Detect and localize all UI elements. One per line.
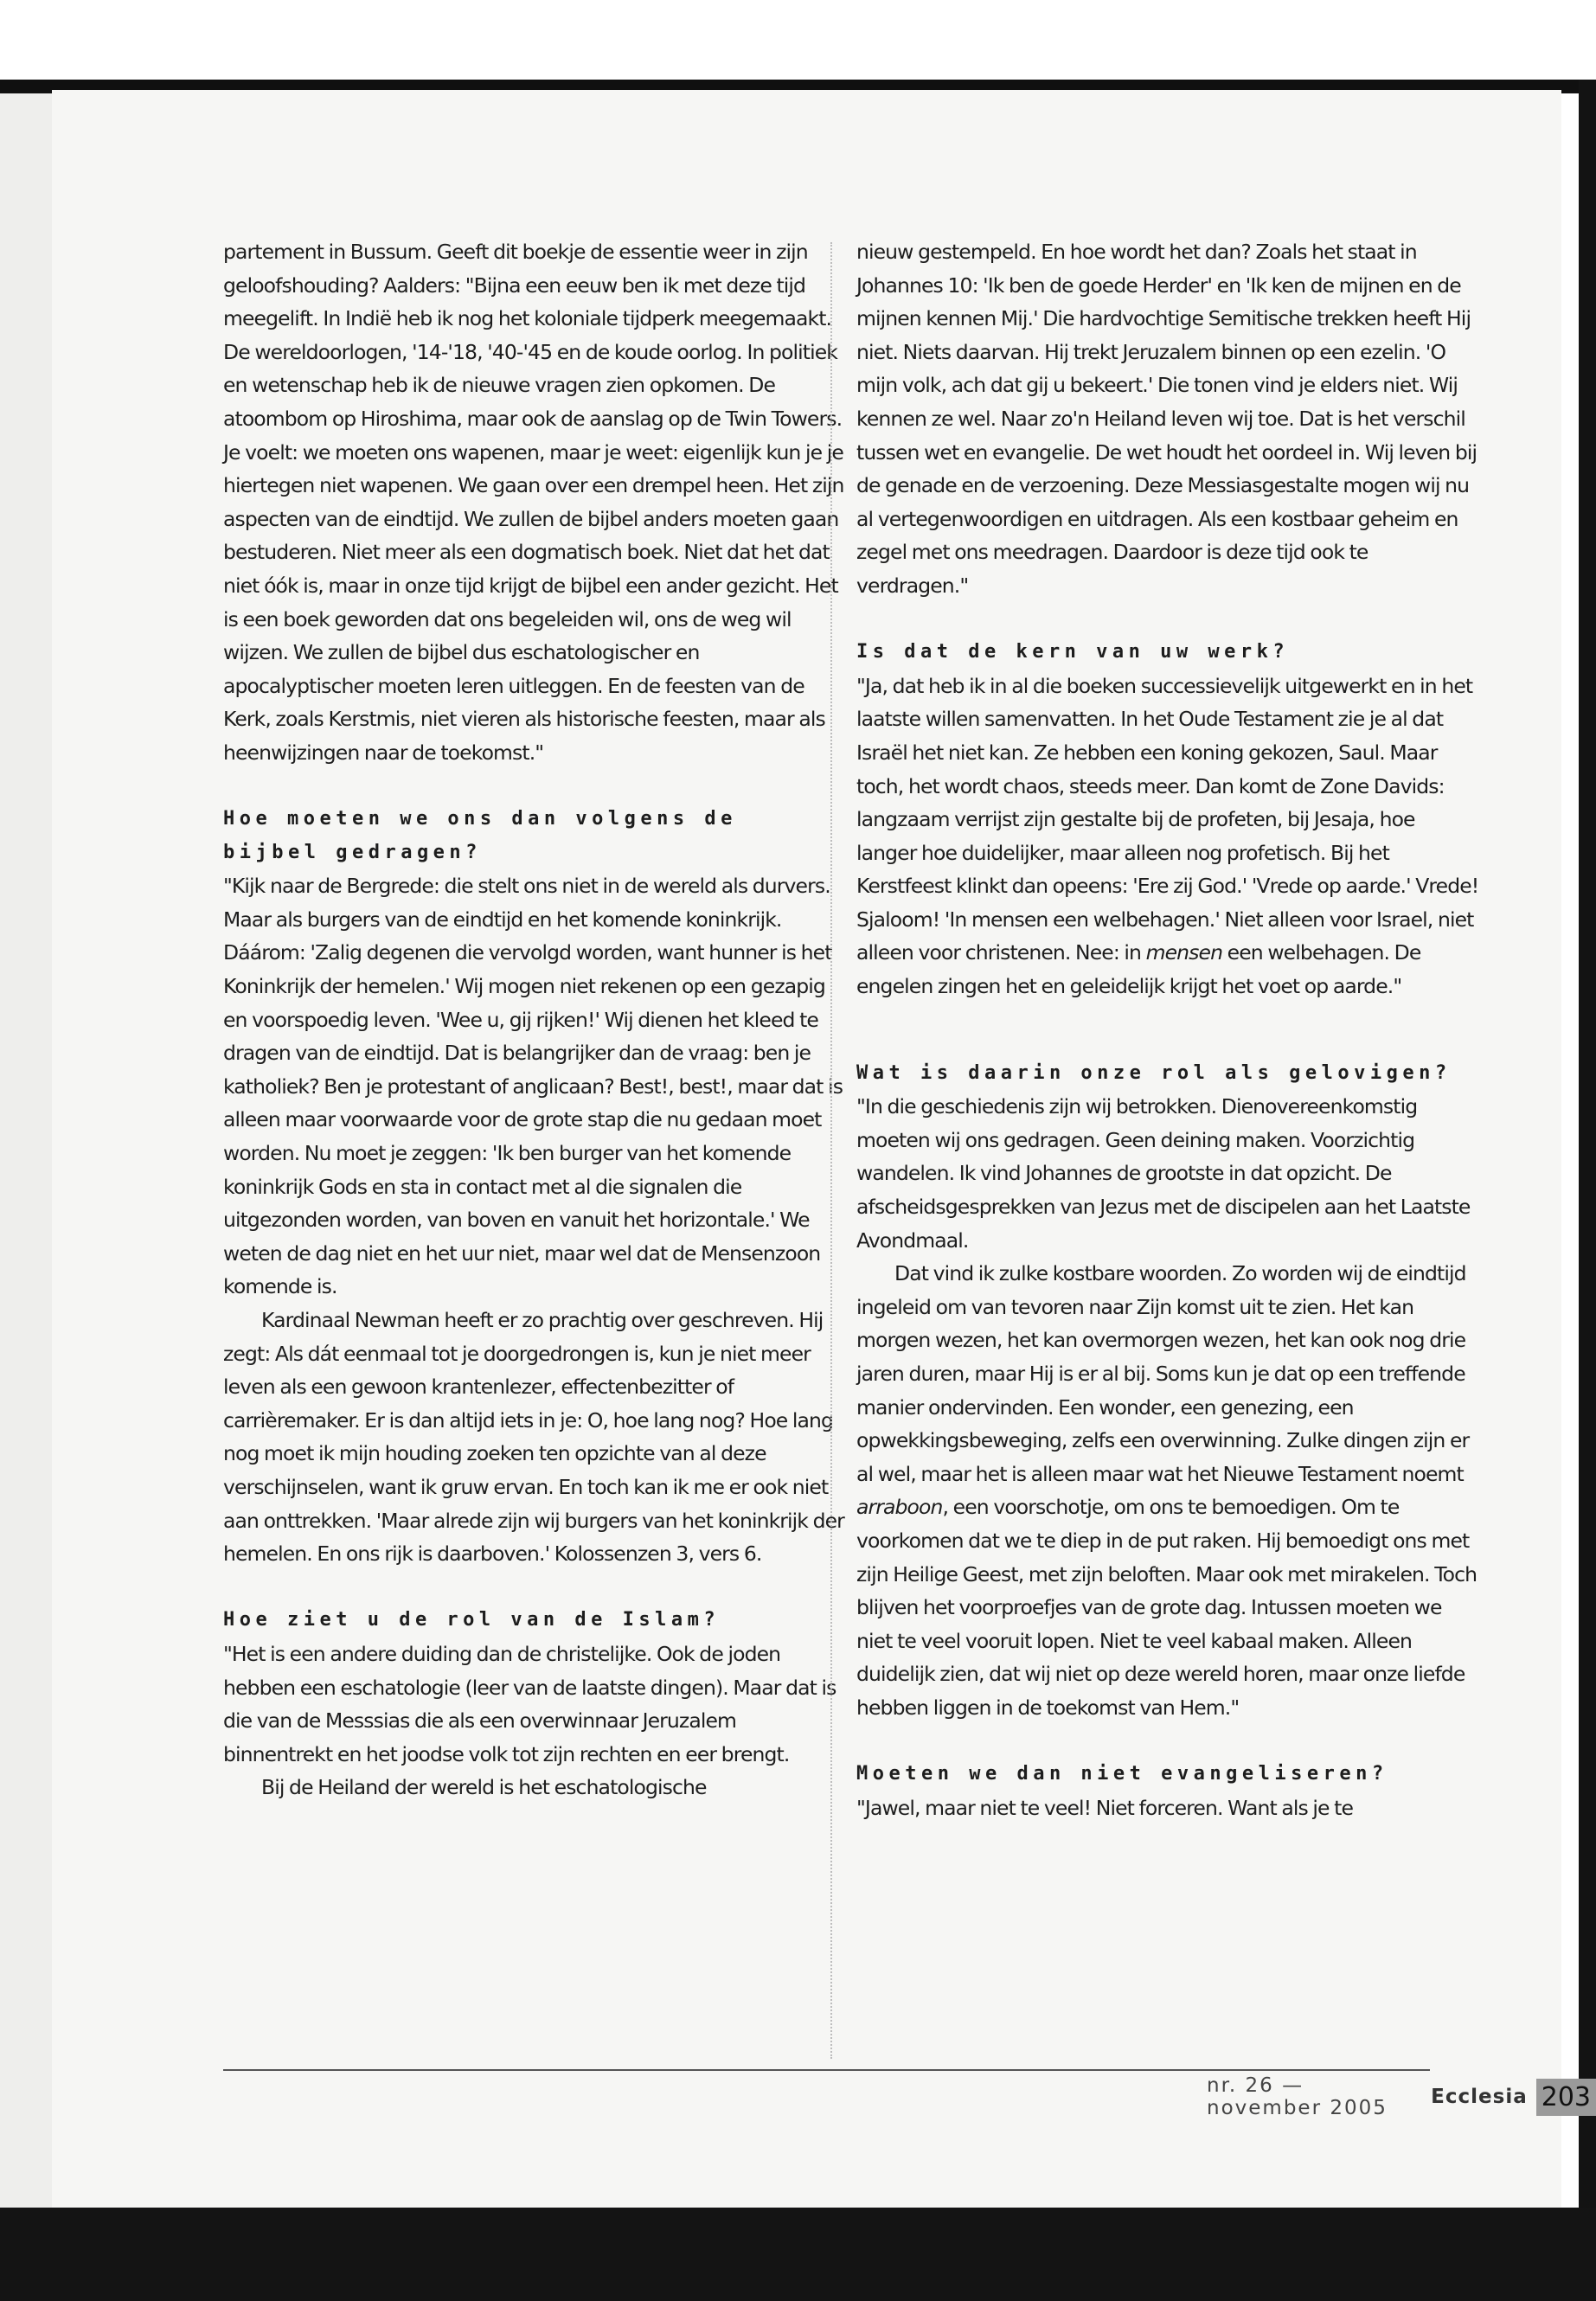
column-divider <box>830 242 832 2059</box>
page-footer <box>1207 2074 1596 2119</box>
right-paragraph-4-tail: , een voorschotje, om ons te bemoedigen. Om te voorkomen dat we te diep in de put raken. Hij bemoedigt ons met zijn Heilige Geest, met zijn beloften. Maar ook met mirakelen. Toch blijven het voorproefjes van de grote dag. Intussen moeten we niet te veel vooruit lopen. Niet te veel kabaal maken. Alleen duidelijk zien, dat wij niet op deze wereld horen, maar onze liefde hebben liggen in de toekomst van Hem." <box>856 1495 1477 1720</box>
left-paragraph-4: "Het is een andere duiding dan de christelijke. Ook de joden hebben een eschatologie (leer van de laatste dingen). Maar dat is die van de Messsias die als een overwinnaar Jeruzalem binnentrekt en het joodse volk tot zijn rechten en eer brengt. <box>223 1641 836 1766</box>
right-subheading-1: Is dat de kern van uw werk? <box>856 641 1290 663</box>
scan-bottom-edge <box>0 2208 1596 2301</box>
issue-label: nr. 26 — november 2005 <box>1207 2074 1388 2119</box>
scan-right-edge <box>1579 80 1596 2301</box>
right-paragraph-3: "In die geschiedenis zijn wij betrokken. Dienovereenkomstig moeten wij ons gedragen. Geen deining maken. Voorzichtig wandelen. Ik vind Johannes de grootste in dat opzicht. De afscheidsgesprekken van Jezus met de discipelen aan het Laatste Avondmaal. <box>856 1094 1471 1253</box>
right-subheading-3: Moeten we dan niet evangeliseren? <box>856 1763 1388 1785</box>
right-paragraph-4 <box>856 1257 1479 1724</box>
footer-rule <box>223 2069 1430 2071</box>
left-column <box>223 235 846 1804</box>
right-paragraph-1: nieuw gestempeld. En hoe wordt het dan? Zoals het staat in Johannes 10: 'Ik ben de goede Herder' en 'Ik ken de mijnen en de mijnen kennen Mij.' Die hardvochtige Semitische trekken heeft Hij niet. Niets daarvan. Hij trekt Jeruzalem binnen op een ezelin. 'O mijn volk, ach dat gij u bekeert.' Die tonen vind je elders niet. Wij kennen ze wel. Naar zo'n Heiland leven wij toe. Dat is het verschil tussen wet en evangelie. De wet houdt het oordeel in. Wij leven bij de genade en de verzoening. Deze Messiasgestalte mogen wij nu al vertegenwoordigen en uitdragen. Als een kostbaar geheim en zegel met ons meedragen. Daardoor is deze tijd ook te verdragen." <box>856 240 1477 598</box>
magazine-name: Ecclesia <box>1431 2086 1528 2108</box>
left-subheading-1: Hoe moeten we ons dan volgens de bijbel gedragen? <box>223 808 737 863</box>
left-subheading-2: Hoe ziet u de rol van de Islam? <box>223 1609 721 1631</box>
left-paragraph-5: Bij de Heiland der wereld is het eschatologische <box>261 1775 707 1800</box>
right-column <box>856 235 1479 1824</box>
right-paragraph-4-emphasis: arraboon <box>856 1495 943 1520</box>
right-paragraph-2-text: "Ja, dat heb ik in al die boeken successievelijk uitgewerkt en in het laatste willen samenvatten. In het Oude Testament zie je al dat Israël het niet kan. Ze hebben een koning gekozen, Saul. Maar toch, het wordt chaos, steeds meer. Dan komt de Zone Davids: langzaam verrijst zijn gestalte bij de profeten, bij Jesaja, hoe langer hoe duidelijker, maar alleen nog profetisch. Bij het Kerstfeest klinkt dan opeens: 'Ere zij God.' 'Vrede op aarde.' Vrede! Sjaloom! 'In mensen een welbehagen.' Niet alleen voor Israel, niet alleen voor christenen. Nee: in <box>856 673 1479 965</box>
left-paragraph-1: partement in Bussum. Geeft dit boekje de essentie weer in zijn geloofshouding? Aalders: "Bijna een eeuw ben ik met deze tijd meegelift. In Indië heb ik nog het koloniale tijdperk meegemaakt. De wereldoorlogen, '14-'18, '40-'45 en de koude oorlog. In politiek en wetenschap heb ik de nieuwe vragen zien opkomen. De atoombom op Hiroshima, maar ook de aanslag op de Twin Towers. Je voelt: we moeten ons wapenen, maar je weet: eigenlijk kun je je hiertegen niet wapenen. We gaan over een drempel heen. Het zijn aspecten van de eindtijd. We zullen de bijbel anders moeten gaan bestuderen. Niet meer als een dogmatisch boek. Niet dat het dat niet óók is, maar in onze tijd krijgt de bijbel een ander gezicht. Het is een boek geworden dat ons begeleiden wil, ons de weg wil wijzen. We zullen de bijbel dus eschatologischer en apocalyptischer moeten leren uitleggen. En de feesten van de Kerk, zoals Kerstmis, niet vieren als historische feesten, maar als heenwijzingen naar de toekomst." <box>223 240 844 765</box>
right-paragraph-2-tail: een welbehagen. De engelen zingen het en geleidelijk krijgt het voet op aarde." <box>856 940 1421 999</box>
left-paragraph-3: Kardinaal Newman heeft er zo prachtig over geschreven. Hij zegt: Als dát eenmaal tot je doorgedrongen is, kun je niet meer leven als een gewoon krantenlezer, effectenbezitter of carrièremaker. Er is dan altijd iets in je: O, hoe lang nog? Hoe lang nog moet ik mijn houding zoeken ten opzichte van al deze verschijnselen, want ik gruw ervan. En toch kan ik me er ook niet aan onttrekken. 'Maar alrede zijn wij burgers van het koninkrijk der hemelen. En ons rijk is daarboven.' Kolossenzen 3, vers 6. <box>223 1308 844 1567</box>
right-paragraph-5: "Jawel, maar niet te veel! Niet forceren. Want als je te <box>856 1795 1354 1820</box>
right-paragraph-4-text: Dat vind ik zulke kostbare woorden. Zo worden wij de eindtijd ingeleid om van tevoren naar Zijn komst uit te zien. Het kan morgen wezen, het kan overmorgen wezen, het kan ook nog drie jaren duren, maar Hij is er al bij. Soms kun je dat op een treffende manier ondervinden. Een wonder, een genezing, een opwekkingsbeweging, zelfs een overwinning. Zulke dingen zijn er al wel, maar het is alleen maar wat het Nieuwe Testament noemt <box>856 1261 1470 1486</box>
left-paragraph-2: "Kijk naar de Bergrede: die stelt ons niet in de wereld als durvers. Maar als burgers van de eindtijd en het komende koninkrijk. Dáárom: 'Zalig degenen die vervolgd worden, want hunner is het Koninkrijk der hemelen.' Wij mogen niet rekenen op een gezapig en voorspoedig leven. 'Wee u, gij rijken!' Wij dienen het kleed te dragen van de eindtijd. Dat is belangrijker dan de vraag: ben je katholiek? Ben je protestant of anglicaan? Best!, best!, maar dat is alleen maar voorwaarde voor de grote stap die nu gedaan moet worden. Nu moet je zeggen: 'Ik ben burger van het komende koninkrijk Gods en sta in contact met al die signalen die uitgezonden worden, van boven en vanuit het horizontale.' We weten de dag niet en het uur niet, maar wel dat de Mensenzoon komende is. <box>223 874 843 1299</box>
right-subheading-2: Wat is daarin onze rol als gelovigen? <box>856 1061 1452 1084</box>
right-paragraph-2 <box>856 670 1479 1003</box>
page-number: 203 <box>1536 2079 1596 2116</box>
right-paragraph-2-emphasis: mensen <box>1145 940 1223 965</box>
